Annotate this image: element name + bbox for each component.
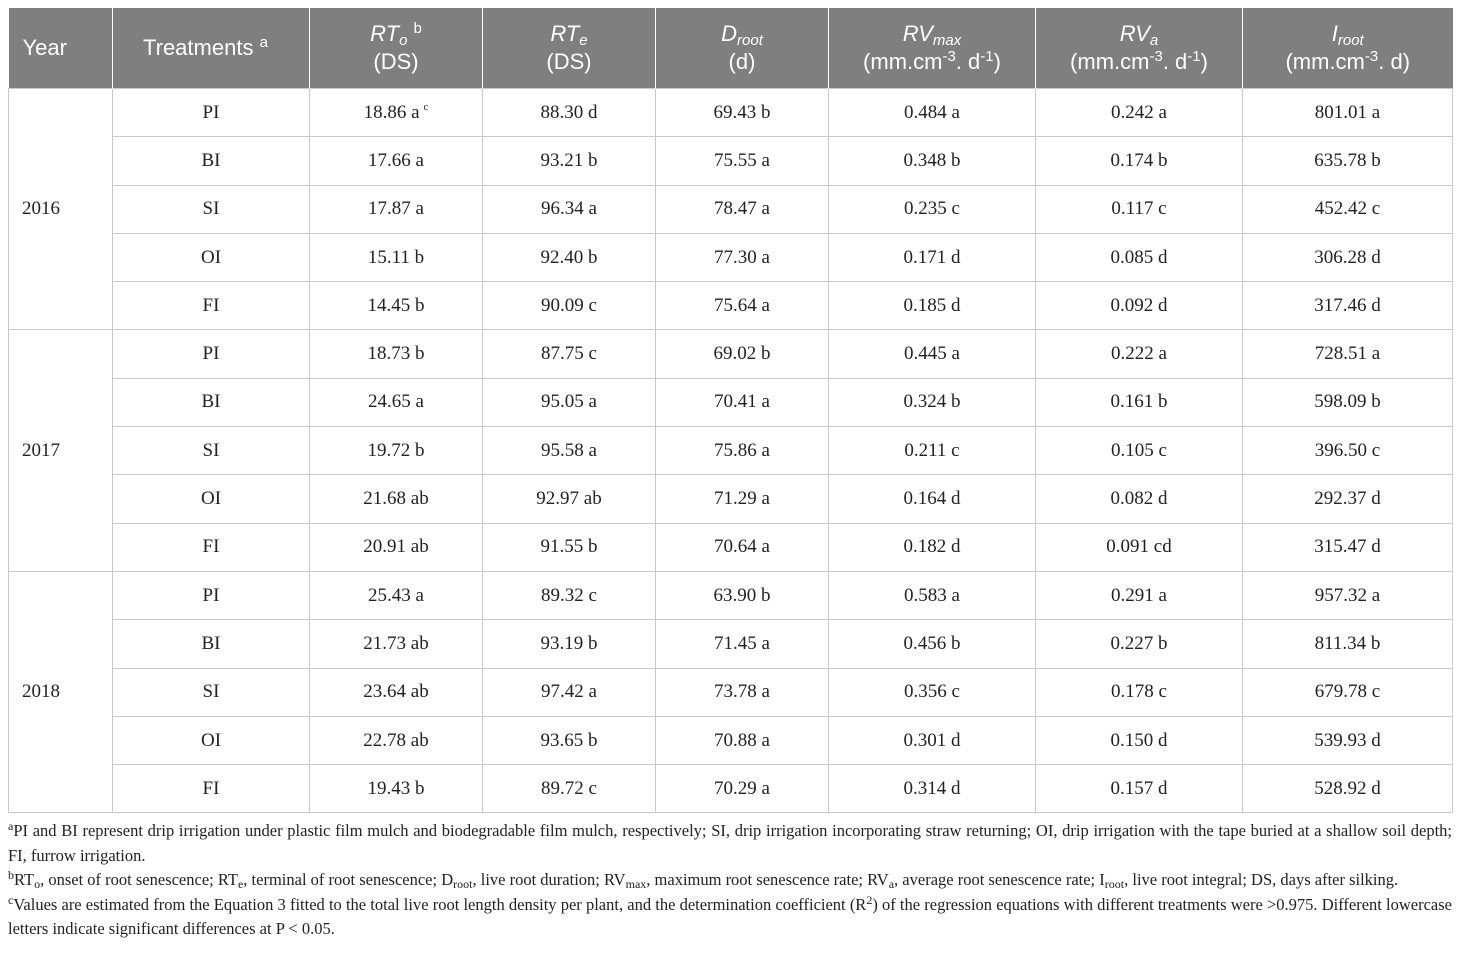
rvmax-value: 0.484 a: [904, 101, 960, 123]
droot-value: 69.02 b: [713, 343, 771, 365]
droot-cell: [656, 765, 829, 813]
footnotes: [8, 819, 1452, 942]
iroot-cell: [1243, 137, 1453, 185]
iroot-cell: [1243, 475, 1453, 523]
rto-cell: [310, 282, 483, 330]
droot-cell: [656, 427, 829, 475]
rto-value: 14.45 b: [367, 294, 425, 316]
rto-value: 25.43 a: [368, 584, 424, 606]
iroot-cell: [1243, 427, 1453, 475]
iroot-value: 539.93 d: [1314, 729, 1381, 751]
rvmax-cell: [829, 378, 1036, 426]
rva-cell: [1036, 668, 1243, 716]
header-treatments: Treatments $^a$: [113, 8, 310, 89]
iroot-value: 306.28 d: [1314, 246, 1381, 268]
treatment-cell: FI: [113, 765, 310, 813]
rto-value: 19.43 b: [367, 777, 425, 799]
rto-value: 15.11 b: [367, 246, 425, 268]
rte-cell: [483, 620, 656, 668]
rva-cell: [1036, 427, 1243, 475]
footnote-b: $^bRT_o$, onset of root senescence; $RT_e$, terminal of root senescence; $D_{root}$, live root duration; $RV_{max}$, maximum root senescence rate; $RV_a$, average root senescence rate; $I_{root}$, live root integral; DS, days after silking.: [8, 868, 1399, 892]
rto-value: 17.66 a: [368, 149, 424, 171]
rva-value: 0.085 d: [1110, 246, 1168, 268]
rvmax-cell: [829, 523, 1036, 571]
rto-cell: [310, 571, 483, 619]
table-row: [9, 620, 1453, 668]
iroot-value: 292.37 d: [1314, 488, 1381, 510]
rva-cell: [1036, 282, 1243, 330]
rto-cell: [310, 620, 483, 668]
iroot-value: 317.46 d: [1314, 294, 1381, 316]
treatment-cell: FI: [113, 282, 310, 330]
iroot-cell: [1243, 282, 1453, 330]
treatment-cell: BI: [113, 378, 310, 426]
table-row: [9, 716, 1453, 764]
rte-value: 87.75 c: [541, 343, 597, 365]
rva-cell: [1036, 233, 1243, 281]
table-header: [9, 8, 1453, 89]
rto-cell: [310, 233, 483, 281]
treatment-cell: PI: [113, 571, 310, 619]
rto-value: 22.78 ab: [363, 729, 429, 751]
rte-value: 97.42 a: [541, 681, 597, 703]
rto-cell: [310, 427, 483, 475]
droot-cell: [656, 185, 829, 233]
iroot-value: 635.78 b: [1314, 149, 1381, 171]
table-row: [9, 185, 1453, 233]
rte-value: 95.58 a: [541, 439, 597, 461]
rte-cell: [483, 571, 656, 619]
droot-cell: [656, 330, 829, 378]
droot-value: 70.41 a: [714, 391, 770, 413]
rvmax-value: 0.356 c: [904, 681, 960, 703]
rva-cell: [1036, 716, 1243, 764]
rvmax-cell: [829, 185, 1036, 233]
iroot-value: 315.47 d: [1314, 536, 1381, 558]
rva-value: 0.092 d: [1110, 294, 1168, 316]
iroot-value: 598.09 b: [1314, 391, 1381, 413]
iroot-cell: [1243, 620, 1453, 668]
rvmax-value: 0.445 a: [904, 343, 960, 365]
rva-value: 0.222 a: [1111, 343, 1167, 365]
iroot-value: 679.78 c: [1314, 681, 1381, 703]
rte-value: 93.21 b: [540, 149, 598, 171]
header-rva: $RV_a$ ($mm.cm^{-3}$. $d^{-1}$): [1036, 8, 1243, 89]
rto-cell: [310, 523, 483, 571]
treatment-cell: PI: [113, 330, 310, 378]
rva-cell: [1036, 330, 1243, 378]
rva-value: 0.117 c: [1111, 198, 1167, 220]
rvmax-cell: [829, 330, 1036, 378]
rvmax-cell: [829, 716, 1036, 764]
rte-value: 93.19 b: [540, 632, 598, 654]
droot-cell: [656, 378, 829, 426]
droot-value: 75.86 a: [714, 439, 770, 461]
rte-cell: [483, 378, 656, 426]
treatment-cell: BI: [113, 620, 310, 668]
header-year: Year: [9, 8, 113, 89]
droot-cell: [656, 620, 829, 668]
droot-value: 75.64 a: [714, 294, 770, 316]
table-row: [9, 378, 1453, 426]
rva-cell: [1036, 378, 1243, 426]
droot-value: 71.45 a: [714, 632, 770, 654]
rvmax-value: 0.456 b: [903, 632, 961, 654]
rva-cell: [1036, 571, 1243, 619]
rte-value: 96.34 a: [541, 198, 597, 220]
rto-footnote-mark: c: [423, 100, 429, 113]
table-row: [9, 427, 1453, 475]
rto-cell: [310, 475, 483, 523]
iroot-cell: [1243, 523, 1453, 571]
rvmax-cell: [829, 89, 1036, 137]
rvmax-cell: [829, 620, 1036, 668]
rva-value: 0.291 a: [1111, 584, 1167, 606]
droot-cell: [656, 668, 829, 716]
droot-cell: [656, 523, 829, 571]
table-body: [9, 89, 1453, 813]
footnote-a: $^a$PI and BI represent drip irrigation under plastic film mulch and biodegradable film mulch, respectively; SI, drip irrigation incorporating straw returning; OI, drip irrigation with the tape buried at a shallow soil depth; FI, furrow irrigation.: [8, 819, 1452, 865]
rto-cell: [310, 668, 483, 716]
rto-value: 23.64 ab: [363, 681, 429, 703]
rva-value: 0.091 cd: [1106, 536, 1172, 558]
rva-value: 0.150 d: [1110, 729, 1168, 751]
treatment-cell: OI: [113, 475, 310, 523]
iroot-cell: [1243, 185, 1453, 233]
rte-cell: [483, 185, 656, 233]
rvmax-value: 0.211 c: [904, 439, 960, 461]
table-row: [9, 282, 1453, 330]
rvmax-cell: [829, 137, 1036, 185]
rvmax-cell: [829, 282, 1036, 330]
rte-value: 90.09 c: [541, 294, 597, 316]
iroot-value: 801.01 a: [1314, 101, 1381, 123]
rvmax-cell: [829, 233, 1036, 281]
rto-value: 19.72 b: [367, 439, 425, 461]
iroot-cell: [1243, 716, 1453, 764]
rva-value: 0.161 b: [1110, 391, 1168, 413]
rto-value: 21.68 ab: [363, 488, 429, 510]
iroot-value: 811.34 b: [1314, 632, 1381, 654]
rva-value: 0.082 d: [1110, 488, 1168, 510]
rte-cell: [483, 330, 656, 378]
rte-value: 88.30 d: [540, 101, 598, 123]
iroot-value: 452.42 c: [1314, 198, 1381, 220]
rvmax-value: 0.301 d: [903, 729, 961, 751]
header-rto: $RT_o$ $^b$ (DS): [310, 8, 483, 89]
rvmax-value: 0.314 d: [903, 777, 961, 799]
treatment-cell: FI: [113, 523, 310, 571]
rte-cell: [483, 668, 656, 716]
rva-value: 0.157 d: [1110, 777, 1168, 799]
iroot-cell: [1243, 668, 1453, 716]
rte-cell: [483, 716, 656, 764]
iroot-cell: [1243, 89, 1453, 137]
droot-value: 73.78 a: [714, 681, 770, 703]
rte-value: 89.72 c: [541, 777, 597, 799]
rvmax-value: 0.324 b: [903, 391, 961, 413]
treatment-cell: OI: [113, 233, 310, 281]
header-droot: $D_{root}$ (d): [656, 8, 829, 89]
rva-value: 0.227 b: [1110, 632, 1168, 654]
rto-cell: [310, 765, 483, 813]
droot-value: 70.88 a: [714, 729, 770, 751]
rte-value: 92.97 ab: [536, 488, 602, 510]
rvmax-value: 0.182 d: [903, 536, 961, 558]
rto-cell: [310, 185, 483, 233]
rte-value: 93.65 b: [540, 729, 598, 751]
rva-cell: [1036, 475, 1243, 523]
droot-cell: [656, 716, 829, 764]
rto-cell: [310, 330, 483, 378]
root-senescence-table: [8, 8, 1453, 813]
rte-cell: [483, 89, 656, 137]
droot-cell: [656, 233, 829, 281]
droot-cell: [656, 89, 829, 137]
table-row: [9, 89, 1453, 137]
table-row: [9, 137, 1453, 185]
droot-value: 75.55 a: [714, 149, 770, 171]
rva-cell: [1036, 620, 1243, 668]
rva-value: 0.174 b: [1110, 149, 1168, 171]
rte-cell: [483, 523, 656, 571]
rva-value: 0.105 c: [1111, 439, 1167, 461]
droot-value: 70.29 a: [714, 777, 770, 799]
rto-cell: [310, 137, 483, 185]
rto-value: 18.73 b: [367, 343, 425, 365]
rvmax-value: 0.171 d: [903, 246, 961, 268]
rvmax-cell: [829, 765, 1036, 813]
treatment-cell: OI: [113, 716, 310, 764]
rte-value: 89.32 c: [541, 584, 597, 606]
rte-cell: [483, 475, 656, 523]
rva-cell: [1036, 185, 1243, 233]
table-container: [8, 8, 1452, 942]
rto-value: 18.86 a: [363, 101, 420, 123]
rva-value: 0.242 a: [1111, 101, 1167, 123]
droot-value: 63.90 b: [713, 584, 771, 606]
droot-cell: [656, 137, 829, 185]
treatment-cell: SI: [113, 185, 310, 233]
rva-value: 0.178 c: [1111, 681, 1167, 703]
rte-value: 91.55 b: [540, 536, 598, 558]
iroot-cell: [1243, 571, 1453, 619]
rvmax-value: 0.348 b: [903, 149, 961, 171]
header-rte: $RT_e$ (DS): [483, 8, 656, 89]
rto-cell: [310, 378, 483, 426]
header-rvmax: $RV_{max}$ ($mm.cm^{-3}$. $d^{-1}$): [829, 8, 1036, 89]
droot-value: 77.30 a: [714, 246, 770, 268]
droot-value: 78.47 a: [714, 198, 770, 220]
droot-value: 70.64 a: [714, 536, 770, 558]
footnote-c: $^c$Values are estimated from the Equation 3 fitted to the total live root length density per plant, and the determination coefficient $(R^2)$ of the regression equations with different treatments were >0.975. Different lowercase letters indicate significant differences at P < 0.05.: [8, 892, 1452, 939]
table-row: [9, 475, 1453, 523]
table-row: [9, 523, 1453, 571]
iroot-value: 396.50 c: [1314, 439, 1381, 461]
iroot-cell: [1243, 330, 1453, 378]
rvmax-cell: [829, 668, 1036, 716]
rto-value: 24.65 a: [368, 391, 424, 413]
iroot-cell: [1243, 378, 1453, 426]
year-cell: 2018: [9, 571, 113, 812]
rvmax-cell: [829, 475, 1036, 523]
rto-cell: [310, 89, 483, 137]
droot-cell: [656, 475, 829, 523]
rvmax-value: 0.164 d: [903, 488, 961, 510]
rto-value: 20.91 ab: [363, 536, 429, 558]
rte-cell: [483, 282, 656, 330]
rva-cell: [1036, 523, 1243, 571]
rvmax-cell: [829, 427, 1036, 475]
rvmax-value: 0.583 a: [904, 584, 960, 606]
rvmax-cell: [829, 571, 1036, 619]
rto-value: 17.87 a: [368, 198, 424, 220]
rte-cell: [483, 765, 656, 813]
table-row: [9, 233, 1453, 281]
header-iroot: $I_{root}$ ($mm.cm^{-3}$. d): [1243, 8, 1453, 89]
droot-cell: [656, 282, 829, 330]
table-row: [9, 330, 1453, 378]
rte-value: 92.40 b: [540, 246, 598, 268]
treatment-cell: SI: [113, 427, 310, 475]
rvmax-value: 0.185 d: [903, 294, 961, 316]
treatment-cell: BI: [113, 137, 310, 185]
iroot-value: 528.92 d: [1314, 777, 1381, 799]
rte-cell: [483, 233, 656, 281]
rte-cell: [483, 427, 656, 475]
treatment-cell: PI: [113, 89, 310, 137]
droot-value: 71.29 a: [714, 488, 770, 510]
treatment-cell: SI: [113, 668, 310, 716]
year-cell: 2016: [9, 89, 113, 330]
rte-cell: [483, 137, 656, 185]
droot-cell: [656, 571, 829, 619]
table-row: [9, 765, 1453, 813]
rva-cell: [1036, 89, 1243, 137]
table-row: [9, 571, 1453, 619]
rvmax-value: 0.235 c: [904, 198, 960, 220]
rva-cell: [1036, 137, 1243, 185]
rte-value: 95.05 a: [541, 391, 597, 413]
rto-value: 21.73 ab: [363, 632, 429, 654]
iroot-cell: [1243, 233, 1453, 281]
year-cell: 2017: [9, 330, 113, 571]
rva-cell: [1036, 765, 1243, 813]
iroot-value: 957.32 a: [1314, 584, 1381, 606]
iroot-cell: [1243, 765, 1453, 813]
rto-cell: [310, 716, 483, 764]
droot-value: 69.43 b: [713, 101, 771, 123]
table-row: [9, 668, 1453, 716]
iroot-value: 728.51 a: [1314, 343, 1381, 365]
